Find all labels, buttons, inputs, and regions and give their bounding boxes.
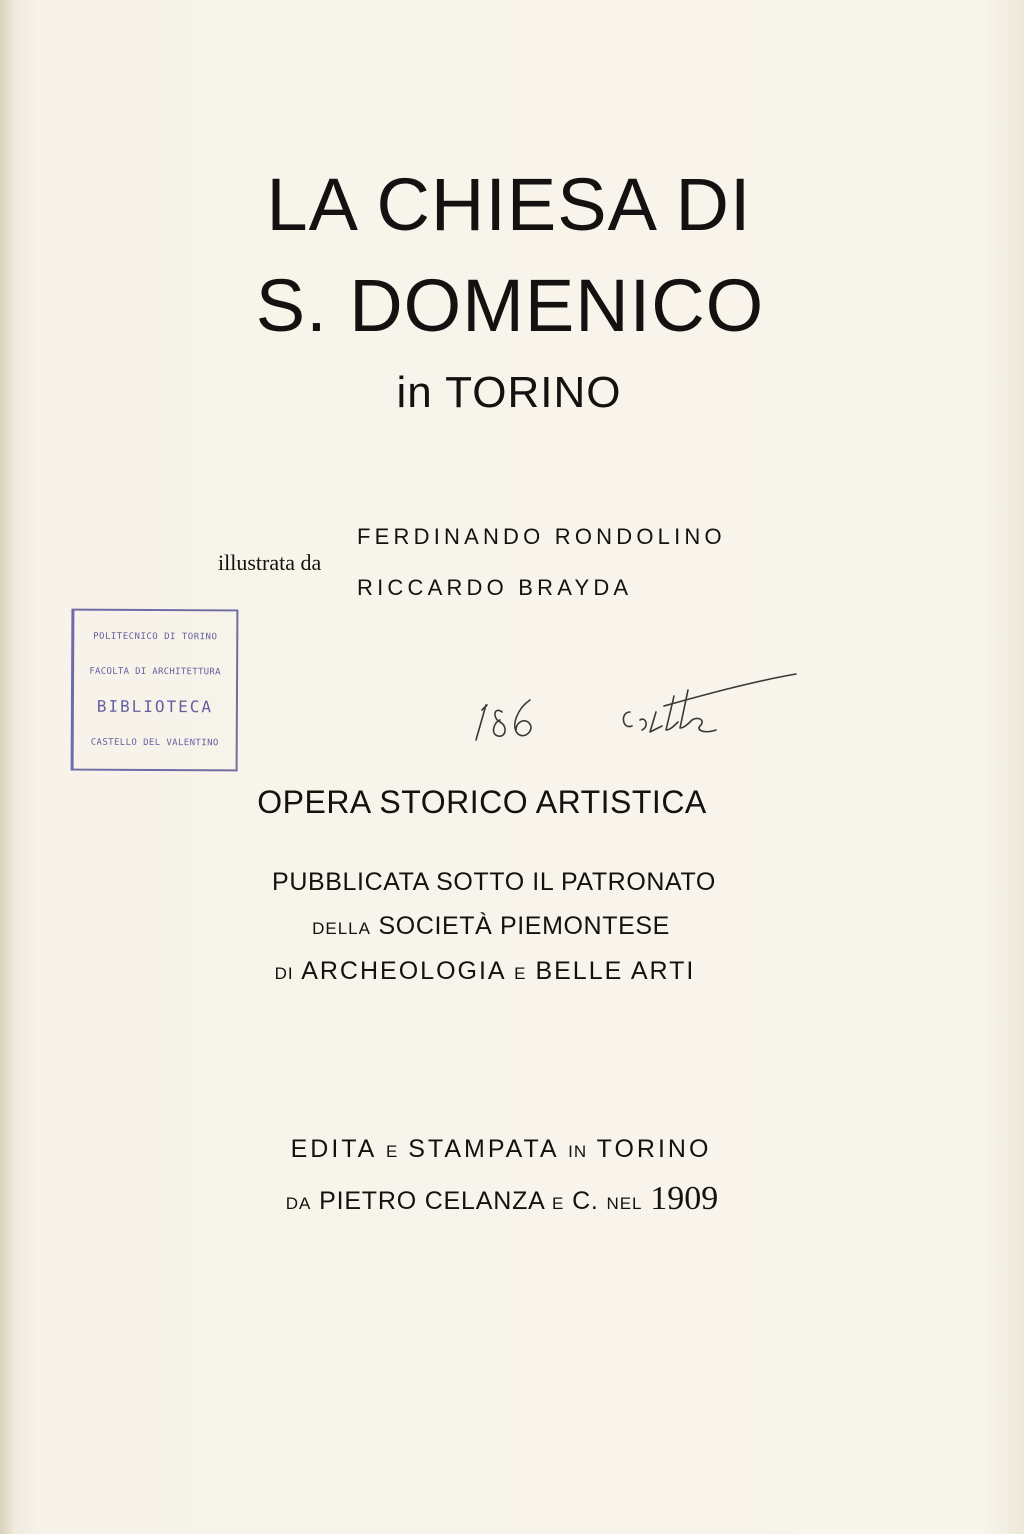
stamp-line-2: FACOLTÀ DI ARCHITETTURA [89,666,221,678]
nel-word: NEL [606,1194,643,1213]
stamp-line-1: POLITECNICO DI TORINO [93,631,218,643]
handwritten-shelfmark [470,660,810,760]
e-word: E [514,964,527,983]
author-brayda: RICCARDO BRAYDA [357,575,633,600]
societa-piemontese: SOCIETÀ PIEMONTESE [378,912,670,940]
library-stamp [71,609,239,772]
di-word: DI [274,964,294,983]
c-word: C. [572,1187,599,1215]
publication-year: 1909 [650,1180,719,1217]
subtitle-opera: OPERA STORICO ARTISTICA [257,784,707,820]
title-line-1: LA CHIESA DI [266,163,752,246]
illustrata-da-label: illustrata da [218,550,322,575]
stamp-line-4: CASTELLO DEL VALENTINO [90,737,219,749]
title-line-3: in TORINO [396,368,622,417]
torino-word: TORINO [596,1135,712,1163]
belle-arti-words: BELLE ARTI [535,957,696,985]
publication-line-1: PUBBLICATA SOTTO IL PATRONATO [272,868,716,896]
imprint-line-2 [0,1180,1014,1218]
stamp-line-3: BIBLIOTECA [96,696,214,717]
title-line-2: S. DOMENICO [255,264,765,347]
publication-line-2 [0,912,1003,941]
imprint-e2-word: E [551,1194,565,1213]
da-word: DA [285,1194,312,1213]
stampata-word: STAMPATA [408,1135,559,1163]
edita-word: EDITA [290,1135,376,1163]
author-rondolino: FERDINANDO RONDOLINO [357,524,726,549]
della-word: DELLA [312,919,371,938]
in-word: IN [568,1142,588,1161]
authors-block [0,0,1024,620]
imprint-e-word: E [385,1142,399,1161]
publication-line-3 [0,957,997,986]
imprint-line-1 [0,1135,1013,1164]
archeologia-word: ARCHEOLOGIA [301,957,506,985]
publisher-name: PIETRO CELANZA [319,1187,545,1215]
